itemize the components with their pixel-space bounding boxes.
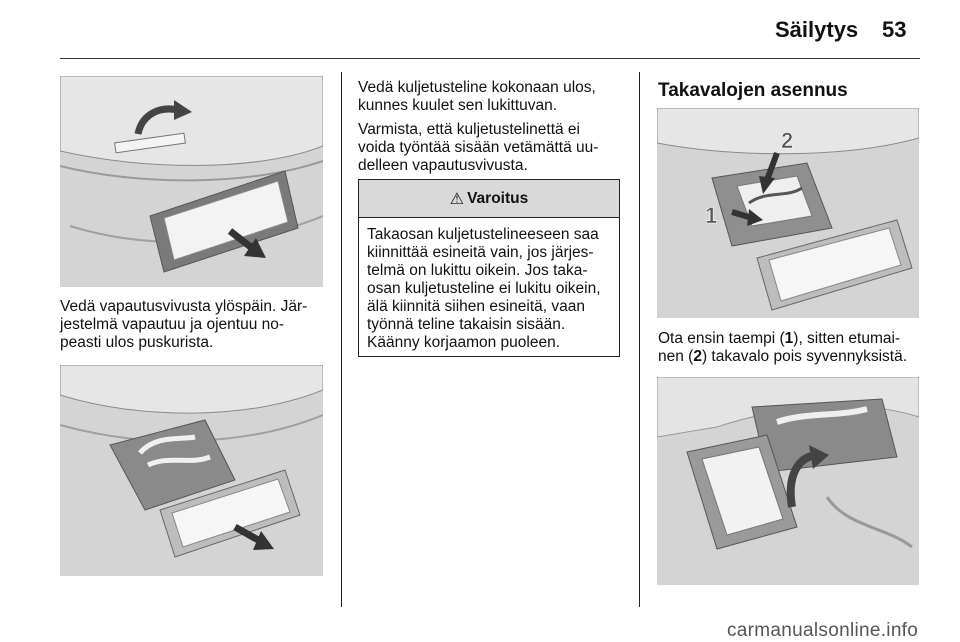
warning-line: telmä on lukittu oikein. Jos taka- [367, 262, 588, 279]
callout-1: 1 [705, 203, 718, 228]
caption-release-lever [60, 298, 307, 352]
figure-tail-light-fold [657, 377, 919, 585]
warning-triangle-icon: ⚠ [449, 190, 465, 208]
warning-line: älä kiinnitä siihen esineitä, vaan [367, 298, 585, 315]
paragraph-line: Vedä kuljetusteline kokonaan ulos, [358, 79, 596, 96]
warning-line: Käänny korjaamon puoleen. [367, 334, 561, 351]
warning-body [359, 218, 619, 360]
paragraph-line: delleen vapautusvivusta. [358, 157, 528, 174]
caption-line [658, 330, 907, 348]
caption-line: Vedä vapautusvivusta ylöspäin. Jär- [60, 298, 308, 315]
caption-tail-light [658, 330, 907, 366]
section-heading: Takavalojen asennus [658, 80, 848, 101]
figure-carrier-extended [60, 365, 323, 576]
paragraph-line: voida työntää sisään vetämättä uu- [358, 139, 599, 156]
paragraph-line: Varmista, että kuljetustelinettä ei [358, 121, 580, 138]
column-divider-1 [341, 72, 342, 607]
caption-line: peasti ulos puskurista. [60, 334, 214, 351]
warning-line: Takaosan kuljetustelineeseen saa [367, 226, 599, 243]
caption-line: jestelmä vapautuu ja ojentuu no- [60, 316, 285, 333]
header-rule [60, 58, 920, 59]
warning-line: kiinnittää esineitä vain, jos järjes- [367, 244, 594, 261]
paragraph-verify [358, 121, 598, 175]
figure-tail-light-removal [657, 108, 919, 318]
figure-release-lever [60, 76, 323, 287]
warning-header [359, 180, 619, 218]
caption-text: Ota ensin taempi ( [658, 330, 785, 347]
caption-text: ), sitten etumai- [793, 330, 901, 347]
warning-box [358, 179, 620, 357]
page-number: 53 [882, 17, 907, 42]
paragraph-line: kunnes kuulet sen lukittuvan. [358, 97, 558, 114]
caption-text: ) takavalo pois syvennyksistä. [701, 348, 908, 365]
column-divider-2 [639, 72, 640, 607]
caption-ref: 1 [784, 330, 794, 347]
warning-title: Varoitus [467, 189, 529, 207]
warning-line: työnnä teline takaisin sisään. [367, 316, 566, 333]
warning-line: osan kuljetusteline ei lukitu oikein, [367, 280, 601, 297]
paragraph-pull-out [358, 79, 596, 115]
caption-text: nen ( [658, 348, 694, 365]
callout-2: 2 [781, 128, 794, 153]
page-title: Säilytys [775, 17, 859, 42]
caption-ref: 2 [693, 348, 702, 365]
watermark: carmanualsonline.info [727, 620, 919, 641]
caption-line [658, 348, 907, 366]
